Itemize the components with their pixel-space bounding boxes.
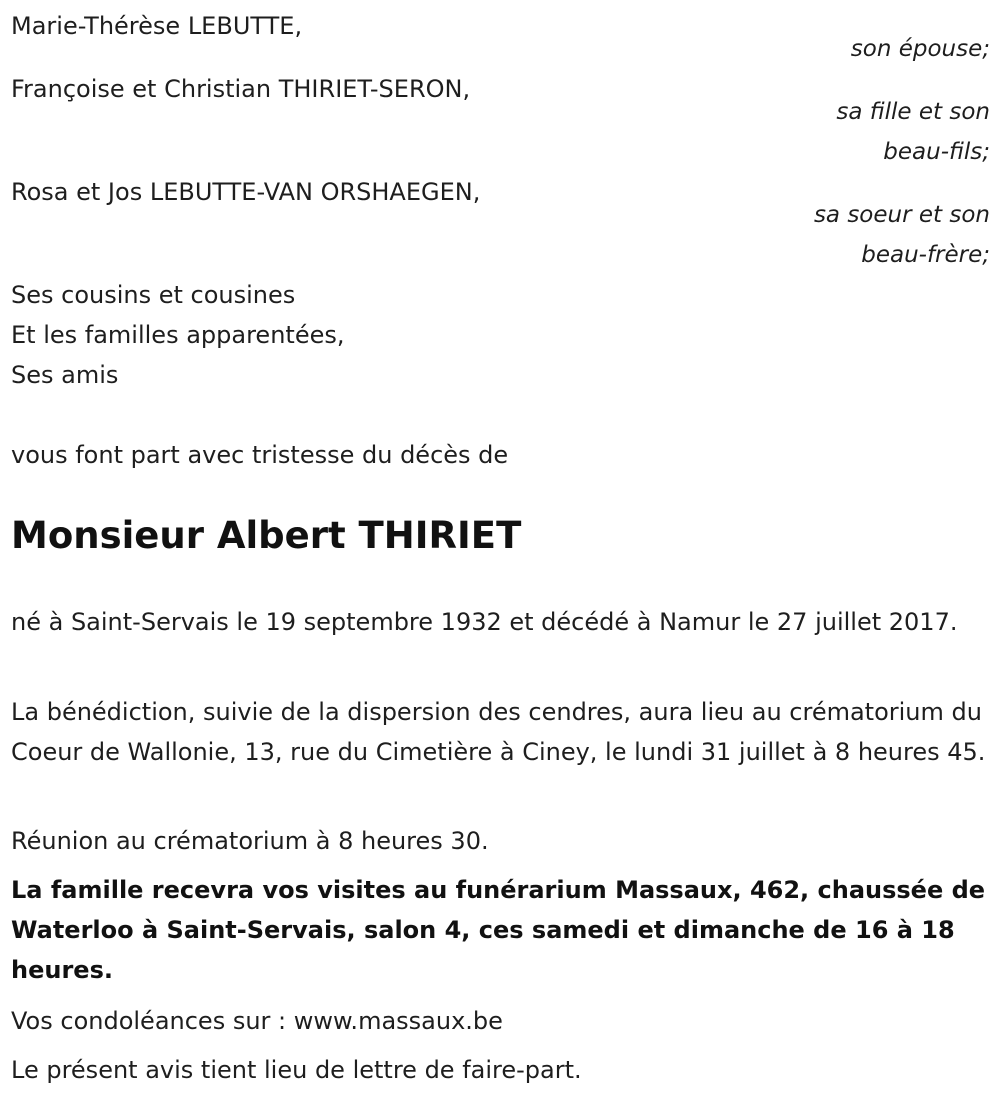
announcement: vous font part avec tristesse du décès de xyxy=(11,441,509,469)
relation-sister-line2: beau-frère; xyxy=(861,242,990,268)
relation-daughter-line2: beau-fils; xyxy=(883,139,990,165)
family-name-sister: Rosa et Jos LEBUTTE-VAN ORSHAEGEN, xyxy=(11,178,481,206)
relation-sister-line1: sa soeur et son xyxy=(813,202,990,228)
family-name-daughter: Françoise et Christian THIRIET-SERON, xyxy=(11,75,471,103)
notice-info: Le présent avis tient lieu de lettre de faire-part. xyxy=(11,1056,582,1084)
family-friends: Ses amis xyxy=(11,361,119,389)
birth-death-info: né à Saint-Servais le 19 septembre 1932 et décédé à Namur le 27 juillet 2017. xyxy=(11,608,958,636)
meeting-info: Réunion au crématorium à 8 heures 30. xyxy=(11,827,489,855)
family-name-spouse: Marie-Thérèse LEBUTTE, xyxy=(11,12,303,40)
visits-info: La famille recevra vos visites au funérarium Massaux, 462, chaussée de Waterloo à Saint-Servais, salon 4, ces samedi et dimanche de 16 à 18 heures. xyxy=(11,876,986,984)
relation-spouse: son épouse; xyxy=(850,36,990,62)
deceased-name: Monsieur Albert THIRIET xyxy=(11,514,522,557)
relation-daughter-line1: sa fille et son xyxy=(836,99,990,125)
family-related: Et les familles apparentées, xyxy=(11,321,345,349)
family-cousins: Ses cousins et cousines xyxy=(11,281,296,309)
ceremony-info: La bénédiction, suivie de la dispersion des cendres, aura lieu au crématorium du Coeur de Wallonie, 13, rue du Cimetière à Ciney, le lundi 31 juillet à 8 heures 45. xyxy=(11,698,986,766)
condolences-info: Vos condoléances sur : www.massaux.be xyxy=(11,1007,503,1035)
